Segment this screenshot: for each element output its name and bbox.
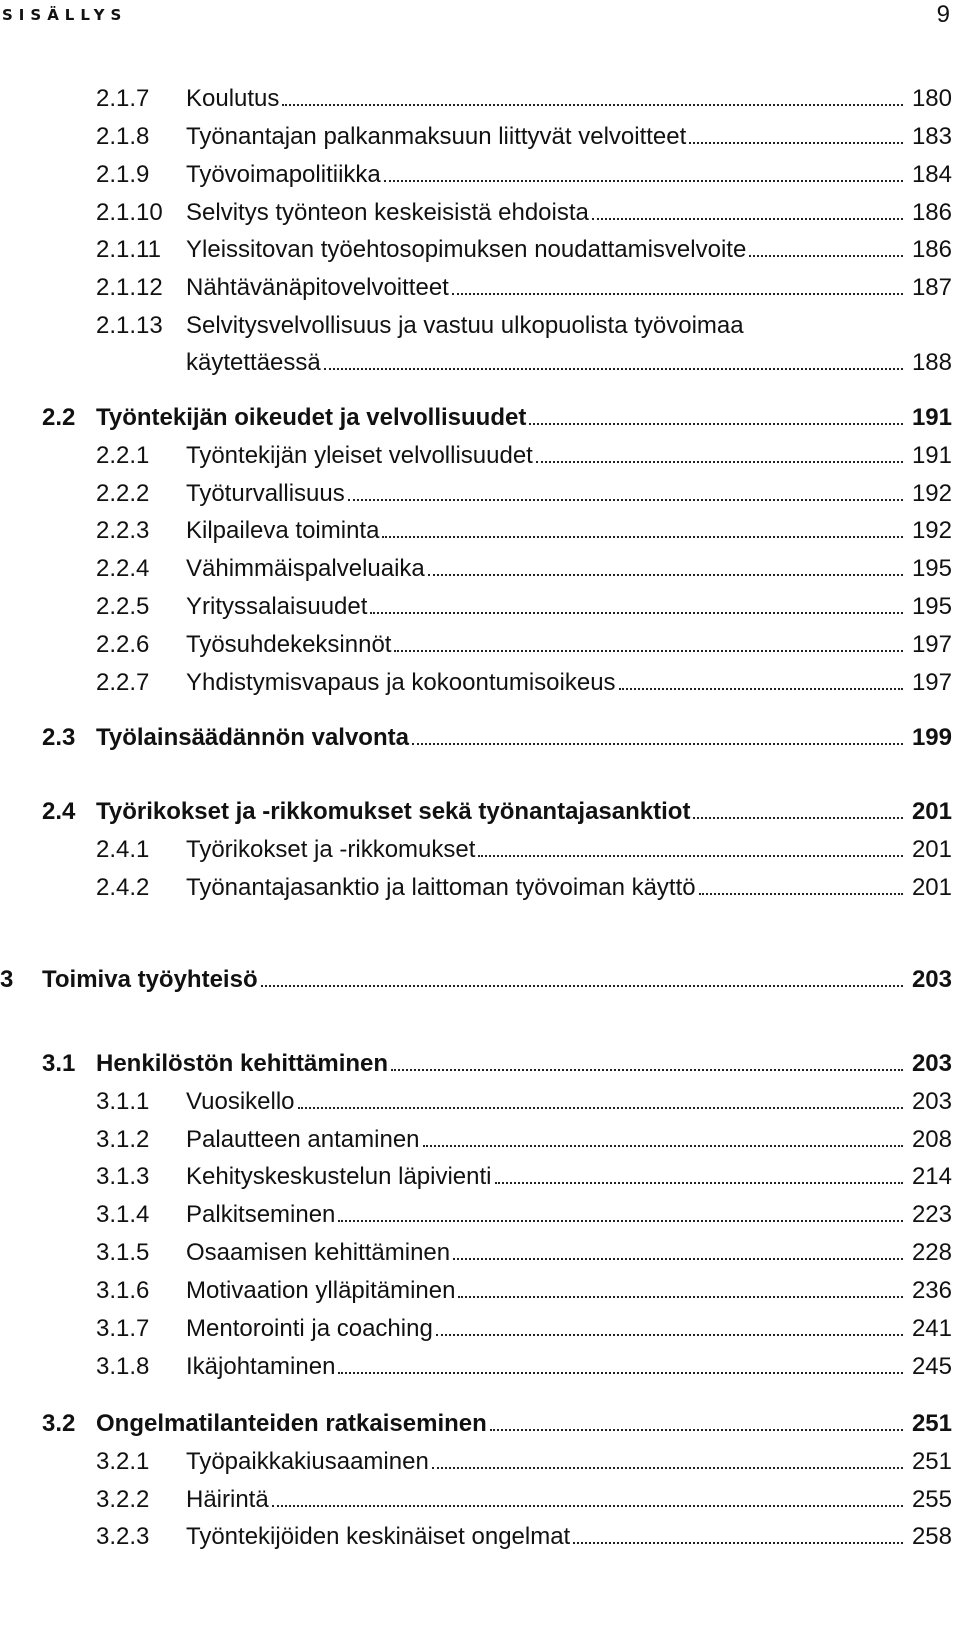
dot-leader xyxy=(432,1465,903,1469)
toc-entry-number: 2.1.11 xyxy=(96,236,161,263)
toc-entry-number: 3.2 xyxy=(42,1410,76,1437)
toc-entry-number: 2.2 xyxy=(42,404,76,431)
toc-entry-number: 3.1.8 xyxy=(96,1353,150,1380)
toc-entry-title: käytettäessä xyxy=(186,349,321,376)
toc-entry[interactable] xyxy=(0,1234,952,1268)
dot-leader xyxy=(412,741,903,745)
dot-leader xyxy=(693,815,903,819)
toc-entry[interactable] xyxy=(0,156,952,190)
toc-entry-title: Ikäjohtaminen xyxy=(186,1353,336,1380)
toc-entry-number: 3.1 xyxy=(42,1050,76,1077)
toc-entry-number: 2.2.5 xyxy=(96,593,150,620)
toc-entry-title: Työvoimapolitiikka xyxy=(186,161,381,188)
toc-entry-title: Koulutus xyxy=(186,85,280,112)
toc-entry[interactable] xyxy=(0,437,952,471)
dot-leader xyxy=(490,1427,903,1431)
toc-entry-title: Palautteen antaminen xyxy=(186,1126,420,1153)
toc-entry[interactable] xyxy=(0,1121,952,1155)
toc-entry[interactable] xyxy=(0,1310,952,1344)
toc-entry-number: 3.1.1 xyxy=(96,1088,150,1115)
toc-entry[interactable] xyxy=(0,194,952,228)
toc-entry-page: 241 xyxy=(911,1315,952,1342)
dot-leader xyxy=(382,534,903,538)
toc-entry-title: Selvitys työnteon keskeisistä ehdoista xyxy=(186,199,589,226)
toc-entry[interactable] xyxy=(0,399,952,433)
toc-entry-page: 188 xyxy=(911,349,952,376)
toc-entry-number: 3.1.4 xyxy=(96,1201,150,1228)
toc-entry[interactable] xyxy=(0,1083,952,1117)
toc-entry[interactable] xyxy=(0,719,952,753)
toc-entry-title: Työrikokset ja -rikkomukset xyxy=(186,836,476,863)
toc-entry-title: Henkilöstön kehittäminen xyxy=(96,1050,389,1077)
toc-entry-page: 245 xyxy=(911,1353,952,1380)
toc-entry-title: Vuosikello xyxy=(186,1088,295,1115)
toc-entry[interactable] xyxy=(0,231,952,265)
toc-entry[interactable] xyxy=(0,1518,952,1552)
toc-entry[interactable] xyxy=(0,475,952,509)
dot-leader xyxy=(298,1105,903,1109)
toc-entry-number: 3 xyxy=(0,966,14,993)
dot-leader xyxy=(536,459,903,463)
toc-entry-title: Nähtävänäpitovelvoitteet xyxy=(186,274,449,301)
dot-leader xyxy=(478,853,903,857)
toc-entry-page: 214 xyxy=(911,1163,952,1190)
toc-entry-page: 203 xyxy=(911,966,952,993)
toc-entry-number: 2.1.12 xyxy=(96,274,163,301)
page-header xyxy=(0,0,960,40)
toc-entry-number: 2.1.10 xyxy=(96,199,163,226)
toc-entry[interactable] xyxy=(0,550,952,584)
toc-entry-title: Motivaation ylläpitäminen xyxy=(186,1277,456,1304)
toc-entry-number: 3.2.2 xyxy=(96,1486,150,1513)
toc-entry[interactable] xyxy=(0,80,952,114)
toc-entry[interactable] xyxy=(0,1348,952,1382)
toc-entry[interactable] xyxy=(0,664,952,698)
dot-leader xyxy=(370,610,903,614)
dot-leader xyxy=(573,1540,903,1544)
toc-entry-title: Työrikokset ja -rikkomukset sekä työnantajasanktiot xyxy=(96,798,691,825)
toc-entry-title: Työntekijöiden keskinäiset ongelmat xyxy=(186,1523,571,1550)
toc-entry[interactable] xyxy=(0,1443,952,1477)
toc-entry-number: 2.1.13 xyxy=(96,312,163,339)
toc-entry-number: 2.1.9 xyxy=(96,161,150,188)
toc-entry-number: 3.1.3 xyxy=(96,1163,150,1190)
toc-entry-page: 186 xyxy=(911,199,952,226)
dot-leader xyxy=(428,572,903,576)
toc-entry[interactable] xyxy=(0,793,952,827)
toc-entry-title: Ongelmatilanteiden ratkaiseminen xyxy=(96,1410,487,1437)
toc-entry[interactable] xyxy=(0,307,952,341)
toc-entry[interactable] xyxy=(0,869,952,903)
toc-entry-page: 195 xyxy=(911,593,952,620)
toc-entry-number: 2.2.3 xyxy=(96,517,150,544)
toc-entry-page: 201 xyxy=(911,836,952,863)
toc-entry-title: Selvitysvelvollisuus ja vastuu ulkopuolista työvoimaa xyxy=(186,312,744,339)
toc-entry-page: 199 xyxy=(911,724,952,751)
dot-leader xyxy=(324,366,903,370)
toc-entry-number: 2.1.8 xyxy=(96,123,150,150)
dot-leader xyxy=(338,1370,903,1374)
toc-entry-number: 2.4.1 xyxy=(96,836,150,863)
toc-entry-title: Kehityskeskustelun läpivienti xyxy=(186,1163,492,1190)
toc-entry-title: Yhdistymisvapaus ja kokoontumisoikeus xyxy=(186,669,616,696)
toc-entry-page: 236 xyxy=(911,1277,952,1304)
toc-entry-number: 2.2.4 xyxy=(96,555,150,582)
toc-entry-page: 197 xyxy=(911,669,952,696)
toc-entry-title: Työturvallisuus xyxy=(186,480,345,507)
toc-entry-number: 2.2.6 xyxy=(96,631,150,658)
toc-entry[interactable] xyxy=(0,588,952,622)
dot-leader xyxy=(423,1143,903,1147)
toc-entry-page: 255 xyxy=(911,1486,952,1513)
toc-entry[interactable] xyxy=(0,1045,952,1079)
toc-entry[interactable] xyxy=(0,961,952,995)
toc-entry[interactable] xyxy=(0,512,952,546)
toc-entry-title: Kilpaileva toiminta xyxy=(186,517,380,544)
page-number: 9 xyxy=(936,1,950,28)
toc-entry-page: 191 xyxy=(911,442,952,469)
toc-entry-number: 2.2.2 xyxy=(96,480,150,507)
toc-entry-title: Häirintä xyxy=(186,1486,269,1513)
toc-entry-title: Työntekijän oikeudet ja velvollisuudet xyxy=(96,404,527,431)
toc-entry[interactable] xyxy=(0,118,952,152)
dot-leader xyxy=(453,1256,903,1260)
toc-entry-title: Toimiva työyhteisö xyxy=(42,966,258,993)
toc-entry-page: 203 xyxy=(911,1050,952,1077)
toc-entry-page: 251 xyxy=(911,1410,952,1437)
toc-entry-number: 2.2.7 xyxy=(96,669,150,696)
toc-entry-number: 3.1.5 xyxy=(96,1239,150,1266)
toc-entry[interactable] xyxy=(0,1481,952,1515)
dot-leader xyxy=(749,253,903,257)
toc-entry-page: 258 xyxy=(911,1523,952,1550)
toc-entry[interactable] xyxy=(0,831,952,865)
dot-leader xyxy=(261,983,903,987)
dot-leader xyxy=(394,648,903,652)
toc-entry-title: Työntekijän yleiset velvollisuudet xyxy=(186,442,533,469)
toc-entry[interactable] xyxy=(0,1196,952,1230)
toc-entry-page: 186 xyxy=(911,236,952,263)
toc-entry-number: 2.2.1 xyxy=(96,442,150,469)
toc-entry-number: 2.1.7 xyxy=(96,85,150,112)
toc-entry-number: 3.1.7 xyxy=(96,1315,150,1342)
toc-entry[interactable] xyxy=(0,1405,952,1439)
toc-entry-page: 192 xyxy=(911,480,952,507)
dot-leader xyxy=(384,178,903,182)
toc-entry-page: 201 xyxy=(911,798,952,825)
toc-entry-number: 3.1.6 xyxy=(96,1277,150,1304)
toc-entry-page: 203 xyxy=(911,1088,952,1115)
running-title: SISÄLLYS xyxy=(2,6,128,24)
toc-entry-title: Työnantajasanktio ja laittoman työvoiman käyttö xyxy=(186,874,696,901)
toc-entry-title: Työnantajan palkanmaksuun liittyvät velvoitteet xyxy=(186,123,687,150)
dot-leader xyxy=(272,1503,903,1507)
toc-entry-page: 251 xyxy=(911,1448,952,1475)
dot-leader xyxy=(391,1067,903,1071)
dot-leader xyxy=(689,140,903,144)
toc-entry-number: 3.1.2 xyxy=(96,1126,150,1153)
toc-entry-page: 184 xyxy=(911,161,952,188)
toc-entry-page: 228 xyxy=(911,1239,952,1266)
dot-leader xyxy=(458,1294,903,1298)
dot-leader xyxy=(699,891,903,895)
dot-leader xyxy=(338,1218,903,1222)
dot-leader xyxy=(619,686,903,690)
toc-entry[interactable] xyxy=(0,1158,952,1192)
toc-entry-title: Työsuhdekeksinnöt xyxy=(186,631,392,658)
toc-entry[interactable] xyxy=(0,344,952,378)
toc-entry-title: Mentorointi ja coaching xyxy=(186,1315,433,1342)
toc-entry-page: 208 xyxy=(911,1126,952,1153)
toc-entry[interactable] xyxy=(0,269,952,303)
toc-entry-page: 223 xyxy=(911,1201,952,1228)
toc-entry-number: 2.3 xyxy=(42,724,76,751)
toc-entry-page: 183 xyxy=(911,123,952,150)
toc-entry-title: Vähimmäispalveluaika xyxy=(186,555,425,582)
dot-leader xyxy=(529,421,903,425)
toc-entry-title: Työlainsäädännön valvonta xyxy=(96,724,409,751)
toc-entry-number: 3.2.1 xyxy=(96,1448,150,1475)
toc-entry-number: 3.2.3 xyxy=(96,1523,150,1550)
dot-leader xyxy=(436,1332,903,1336)
toc-entry-page: 201 xyxy=(911,874,952,901)
dot-leader xyxy=(592,216,903,220)
toc-entry-page: 187 xyxy=(911,274,952,301)
toc-entry-number: 2.4.2 xyxy=(96,874,150,901)
toc-entry[interactable] xyxy=(0,1272,952,1306)
toc-entry-title: Palkitseminen xyxy=(186,1201,336,1228)
toc-entry-title: Yrityssalaisuudet xyxy=(186,593,368,620)
toc-entry-number: 2.4 xyxy=(42,798,76,825)
dot-leader xyxy=(282,102,903,106)
toc-entry-title: Yleissitovan työehtosopimuksen noudattamisvelvoite xyxy=(186,236,747,263)
dot-leader xyxy=(495,1180,904,1184)
dot-leader xyxy=(348,497,903,501)
toc-entry-page: 197 xyxy=(911,631,952,658)
dot-leader xyxy=(452,291,903,295)
toc-entry-page: 180 xyxy=(911,85,952,112)
toc-entry-page: 195 xyxy=(911,555,952,582)
toc-entry-page: 191 xyxy=(911,404,952,431)
toc-entry-title: Osaamisen kehittäminen xyxy=(186,1239,451,1266)
toc-entry[interactable] xyxy=(0,626,952,660)
toc-entry-title: Työpaikkakiusaaminen xyxy=(186,1448,429,1475)
toc-entry-page: 192 xyxy=(911,517,952,544)
